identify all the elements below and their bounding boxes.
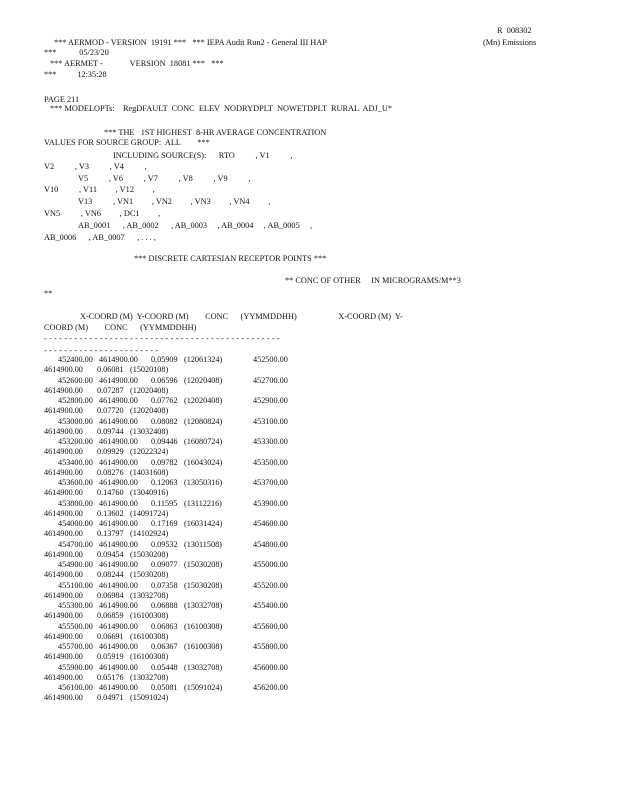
cell-c2: 0.09454 [97, 549, 124, 559]
cell-d1: (15091024) [184, 683, 223, 692]
cell-d1: (16080724) [184, 437, 223, 446]
cell-y1: 4614900.00 [99, 498, 138, 508]
cell-d2: (16100308) [130, 631, 169, 641]
cell-x1: 455300.00 [58, 601, 93, 610]
header-line-1: *** AERMOD - VERSION 19191 *** *** IEPA Audit Run2 - General III HAP [54, 38, 327, 47]
description-values: VALUES FOR SOURCE GROUP: ALL *** [44, 138, 210, 147]
cell-c1: 0.07762 [151, 396, 178, 405]
cell-y1: 4614900.00 [99, 355, 138, 364]
cell-c2: 0.05176 [97, 672, 124, 682]
cell-c2: 0.06859 [97, 611, 124, 620]
cell-d1: (12061324) [184, 355, 223, 364]
cell-c1: 0.12063 [151, 478, 178, 487]
cell-c1: 0.06888 [151, 601, 178, 610]
cell-y1: 4614900.00 [99, 375, 138, 385]
cell-d2: (12020408) [130, 406, 169, 415]
cell-d2: (14031608) [130, 467, 169, 477]
cell-d1: (16043024) [184, 457, 223, 467]
cell-c1: 0.08082 [151, 416, 178, 426]
cell-x2: 452700.00 [253, 375, 288, 385]
cell-y2: 4614900.00 [44, 365, 83, 374]
source-line: VN5 , VN6 , DC1 , [44, 209, 161, 218]
cell-c1: 0.07358 [151, 580, 178, 590]
cell-y1: 4614900.00 [99, 539, 138, 549]
cell-c1: 0.05081 [151, 683, 178, 692]
cell-y1: 4614900.00 [99, 416, 138, 426]
cell-y1: 4614900.00 [99, 478, 138, 487]
cell-y1: 4614900.00 [99, 396, 138, 405]
cell-d2: (13032708) [130, 590, 169, 600]
cell-x1: 453400.00 [58, 457, 93, 467]
cell-d1: (16031424) [184, 519, 223, 528]
cell-y1: 4614900.00 [99, 560, 138, 569]
cell-c2: 0.08244 [97, 570, 124, 579]
cell-y1: 4614900.00 [99, 642, 138, 651]
cell-y2: 4614900.00 [44, 631, 83, 641]
page-label: PAGE 211 [44, 95, 80, 104]
cell-x2: 453300.00 [253, 437, 288, 446]
cell-x1: 455500.00 [58, 621, 93, 631]
cell-x2: 455400.00 [253, 601, 288, 610]
cell-y1: 4614900.00 [99, 580, 138, 590]
conc-units-line: ** CONC OF OTHER IN MICROGRAMS/M**3 [285, 276, 461, 285]
cell-x1: 456100.00 [58, 683, 93, 692]
cell-c2: 0.06984 [97, 590, 124, 600]
cell-c1: 0.06863 [151, 621, 178, 631]
cell-d2: (13032708) [130, 672, 169, 682]
cell-y2: 4614900.00 [44, 529, 83, 538]
cell-d2: (13032408) [130, 426, 169, 436]
cell-d1: (13011508) [184, 539, 222, 549]
cell-d1: (12080824) [184, 416, 223, 426]
cell-d2: (15030208) [130, 570, 169, 579]
cell-c2: 0.06691 [97, 631, 124, 641]
cell-d1: (12020408) [184, 396, 223, 405]
header-line-2: *** 05/23/20 [44, 48, 109, 57]
cell-c1: 0.11595 [151, 498, 178, 508]
conc-units-tail: ** [44, 289, 53, 298]
cell-y2: 4614900.00 [44, 570, 83, 579]
cell-y2: 4614900.00 [44, 467, 83, 477]
cell-d2: (15091024) [130, 693, 169, 702]
cell-x2: 455000.00 [253, 560, 288, 569]
cell-c2: 0.04971 [97, 693, 124, 702]
cell-d2: (14102924) [130, 529, 169, 538]
cell-c2: 0.07720 [97, 406, 124, 415]
cell-x1: 452400.00 [58, 355, 93, 364]
cell-x2: 454800.00 [253, 539, 288, 549]
cell-y2: 4614900.00 [44, 488, 83, 497]
cell-y1: 4614900.00 [99, 437, 138, 446]
cell-x2: 453900.00 [253, 498, 288, 508]
cell-c1: 0.09532 [151, 539, 178, 549]
description-title: *** THE 1ST HIGHEST 8-HR AVERAGE CONCENTRATION [104, 128, 327, 137]
cell-d2: (16100308) [130, 652, 169, 661]
cell-x1: 454700.00 [58, 539, 93, 549]
source-line: V13 , VN1 , VN2 , VN3 , VN4 , [78, 197, 271, 206]
cell-x2: 454600.00 [253, 519, 288, 528]
cell-x2: 453500.00 [253, 457, 288, 467]
cell-x2: 453700.00 [253, 478, 288, 487]
cell-d2: (16100308) [130, 611, 169, 620]
cell-d2: (15020108) [130, 365, 169, 374]
cell-y2: 4614900.00 [44, 447, 83, 456]
cell-x2: 453100.00 [253, 416, 288, 426]
cell-x1: 455900.00 [58, 662, 93, 672]
cell-y1: 4614900.00 [99, 519, 138, 528]
cell-d1: (16100308) [184, 621, 223, 631]
source-line: AB_0006 , AB_0007 , . . . , [44, 233, 156, 242]
cell-d2: (13040916) [130, 488, 169, 497]
cell-y2: 4614900.00 [44, 590, 83, 600]
cell-y1: 4614900.00 [99, 457, 138, 467]
cell-d2: (12020408) [130, 385, 169, 395]
cell-d1: (12020408) [184, 375, 223, 385]
cell-x2: 455800.00 [253, 642, 288, 651]
cell-c1: 0.09782 [151, 457, 178, 467]
cell-x1: 455700.00 [58, 642, 93, 651]
cell-y1: 4614900.00 [99, 662, 138, 672]
cell-x1: 453600.00 [58, 478, 93, 487]
source-line: V10 , V11 , V12 , [44, 185, 155, 194]
description-including: INCLUDING SOURCE(S): RTO , V1 , [113, 151, 293, 160]
header-emissions-label: (Mn) Emissions [483, 38, 537, 47]
cell-c2: 0.08276 [97, 467, 124, 477]
cell-d2: (15030208) [130, 549, 169, 559]
column-header-line-2: COORD (M) CONC (YYMMDDHH) [44, 323, 197, 332]
source-line: AB_0001 , AB_0002 , AB_0003 , AB_0004 , AB_0005 , [78, 221, 313, 230]
cell-d1: (16100308) [184, 642, 223, 651]
cell-c2: 0.07287 [97, 385, 124, 395]
cell-c2: 0.09744 [97, 426, 124, 436]
cell-d1: (15030208) [184, 560, 223, 569]
cell-c1: 0.05448 [151, 662, 178, 672]
cell-y2: 4614900.00 [44, 406, 83, 415]
cell-c1: 0.06596 [151, 375, 178, 385]
cell-d1: (13032708) [184, 662, 223, 672]
cell-d1: (13032708) [184, 601, 223, 610]
cell-d1: (13112216) [184, 498, 222, 508]
cell-c2: 0.05919 [97, 652, 124, 661]
cell-y2: 4614900.00 [44, 385, 83, 395]
modelopts-line: *** MODELOPTs: RegDFAULT CONC ELEV NODRYDPLT NOWETDPLT RURAL ADJ_U* [50, 104, 393, 113]
column-header-line-1: X-COORD (M) Y-COORD (M) CONC (YYMMDDHH) X-COORD (M) Y- [80, 312, 403, 321]
header-rule-2: - - - - - - - - - - - - - - - - - - - - - - - [44, 346, 159, 355]
cell-x2: 452900.00 [253, 396, 288, 405]
cell-x1: 453800.00 [58, 498, 93, 508]
cell-x2: 455200.00 [253, 580, 288, 590]
cell-d1: (15030208) [184, 580, 223, 590]
cell-y2: 4614900.00 [44, 652, 83, 661]
header-line-4: *** 12:35:28 [44, 70, 107, 79]
cell-c2: 0.06081 [97, 365, 124, 374]
cell-y2: 4614900.00 [44, 426, 83, 436]
cell-c1: 0.05909 [151, 355, 178, 364]
cell-x1: 454000.00 [58, 519, 93, 528]
header-line-3: *** AERMET - VERSION 18081 *** *** [50, 59, 224, 68]
cell-y2: 4614900.00 [44, 549, 83, 559]
cell-x1: 452800.00 [58, 396, 93, 405]
cell-d2: (12022324) [130, 447, 169, 456]
cell-y1: 4614900.00 [99, 621, 138, 631]
cell-c2: 0.14760 [97, 488, 124, 497]
cell-x2: 456200.00 [253, 683, 288, 692]
cell-y2: 4614900.00 [44, 508, 83, 518]
bates-number: R 008302 [497, 26, 532, 35]
cell-x2: 455600.00 [253, 621, 288, 631]
source-line: V5 , V6 , V7 , V8 , V9 , [78, 174, 251, 183]
cell-c2: 0.13797 [97, 529, 124, 538]
cell-x1: 454900.00 [58, 560, 93, 569]
cell-x1: 452600.00 [58, 375, 93, 385]
cell-y2: 4614900.00 [44, 611, 83, 620]
header-rule-1: - - - - - - - - - - - - - - - - - - - - - - - - - - - - - - - - - - - - - - - - - - - - - - - [44, 334, 280, 343]
cell-d1: (13050316) [184, 478, 223, 487]
cell-x2: 456000.00 [253, 662, 288, 672]
cell-c2: 0.09929 [97, 447, 124, 456]
cell-c1: 0.09077 [151, 560, 178, 569]
cell-y2: 4614900.00 [44, 672, 83, 682]
cell-x2: 452500.00 [253, 355, 288, 364]
cell-y1: 4614900.00 [99, 601, 138, 610]
cell-y1: 4614900.00 [99, 683, 138, 692]
cell-c1: 0.17169 [151, 519, 178, 528]
cell-c1: 0.09446 [151, 437, 178, 446]
cell-d2: (14091724) [130, 508, 169, 518]
cell-c2: 0.13602 [97, 508, 124, 518]
source-line: V2 , V3 , V4 , [44, 162, 147, 171]
cell-x1: 453200.00 [58, 437, 93, 446]
cell-x1: 453000.00 [58, 416, 93, 426]
cell-c1: 0.06367 [151, 642, 178, 651]
cell-y2: 4614900.00 [44, 693, 83, 702]
section-title: *** DISCRETE CARTESIAN RECEPTOR POINTS *** [134, 254, 327, 263]
cell-x1: 455100.00 [58, 580, 93, 590]
